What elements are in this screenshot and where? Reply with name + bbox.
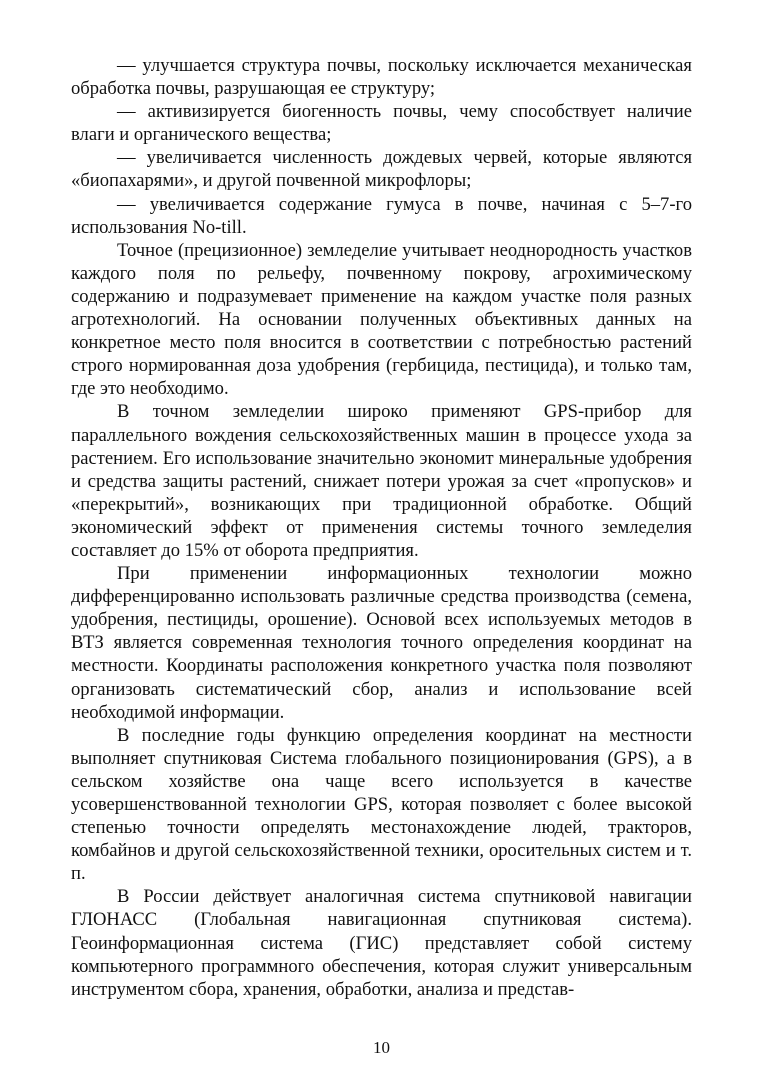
paragraph-humus: — увеличивается содержание гумуса в почве, начиная с 5–7-го использования No-till.: [71, 193, 692, 238]
paragraph-precision-farming: Точное (прецизионное) земледелие учитывает неоднородность участков каждого поля по рельефу, почвенному покрову, агрохимическому содержанию и подразумевает применение на каждом участке поля разных агротехнологий. На основании полученных объективных данных на конкретное место поля вносится в соответствии с потребностью растений строго нормированная доза удобрения (гербицида, пестицида), и только там, где это необходимо.: [71, 239, 692, 400]
page-body: [71, 54, 692, 1001]
paragraph-information-technology: При применении информационных технологии можно дифференцированно использовать различные средства производства (семена, удобрения, пестициды, орошение). Основой всех используемых методов в ВТЗ является современная технология точного определения координат на местности. Координаты расположения конкретного участка поля позволяют организовать систематический сбор, анализ и использование всей необходимой информации.: [71, 563, 692, 723]
paragraph-biogenicity: — активизируется биогенность почвы, чему способствует наличие влаги и органического вещества;: [71, 101, 692, 146]
paragraph-gps-system: В последние годы функцию определения координат на местности выполняет спутниковая Система глобального позиционирования (GPS), а в сельском хозяйстве она чаще всего используется в качестве усовершенствованной технологии GPS, которая позволяет с более высокой степенью точности определять местонахождение людей, тракторов, комбайнов и другой сельскохозяйственной техники, оросительных систем и т. п.: [71, 724, 692, 885]
paragraph-gps-device: В точном земледелии широко применяют GPS-прибор для параллельного вождения сельскохозяйственных машин в процессе ухода за растением. Его использование значительно экономит минеральные удобрения и средства защиты растений, снижает потери урожая за счет «пропусков» и «перекрытий», возникающих при традиционной обработке. Общий экономический эффект от применения системы точного земледелия составляет до 15% от оборота предприятия.: [71, 401, 692, 561]
page-number: 10: [373, 1038, 390, 1057]
paragraph-soil-structure: — улучшается структура почвы, поскольку исключается механическая обработка почвы, разрушающая ее структуру;: [71, 55, 692, 100]
paragraph-earthworms: — увеличивается численность дождевых червей, которые являются «биопахарями», и другой почвенной микрофлоры;: [71, 147, 692, 192]
paragraph-glonass: В России действует аналогичная система спутниковой навигации ГЛОНАСС (Глобальная навигационная спутниковая система). Геоинформационная система (ГИС) представляет собой систему компьютерного программного обеспечения, которая служит универсальным инструментом сбора, хранения, обработки, анализа и представ-: [71, 886, 692, 1000]
